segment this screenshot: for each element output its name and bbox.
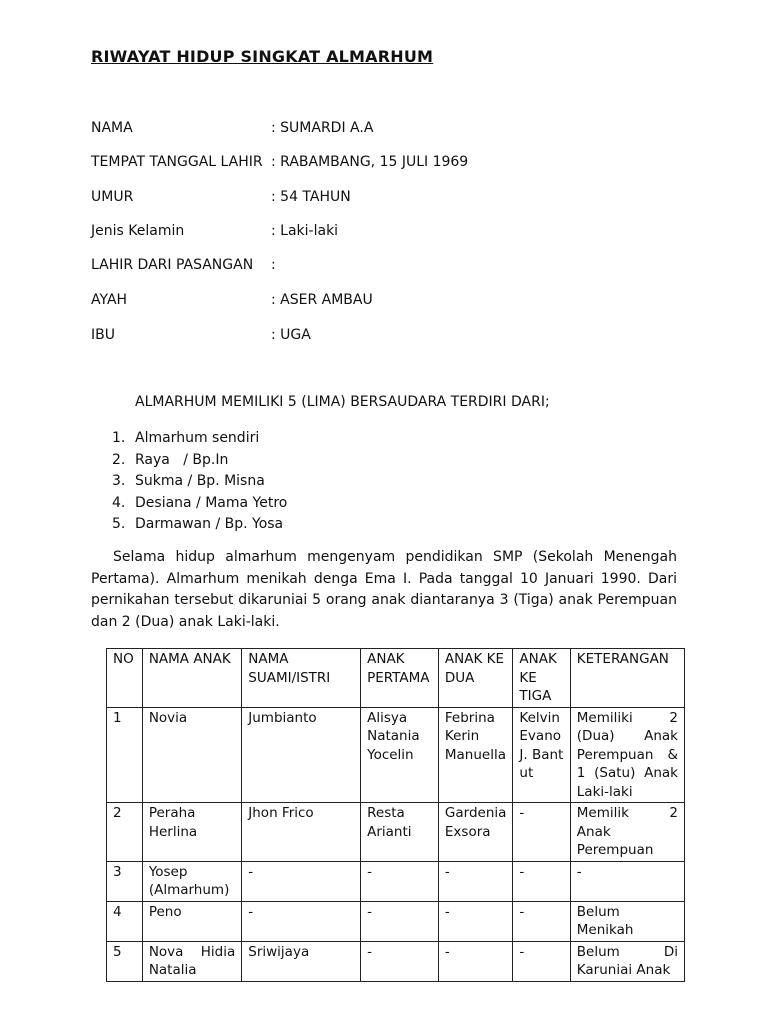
list-text: Darmawan / Bp. Yosa xyxy=(135,516,284,532)
list-number: 1. xyxy=(112,430,126,446)
siblings-list xyxy=(112,428,287,536)
info-value: : ASER AMBAU xyxy=(271,292,373,308)
table-header: KETERANGAN xyxy=(570,649,684,708)
table-cell: 2 xyxy=(107,803,143,862)
list-number: 5. xyxy=(112,516,126,532)
table-cell: - xyxy=(438,941,513,981)
list-number: 2. xyxy=(112,451,126,468)
table-cell: Sriwijaya xyxy=(242,941,361,981)
table-row xyxy=(107,901,685,941)
table-cell: 4 xyxy=(107,901,143,941)
table-cell: - xyxy=(570,861,684,901)
table-cell: - xyxy=(438,861,513,901)
table-cell: Alisya Natania Yocelin xyxy=(361,707,439,803)
table-cell: - xyxy=(361,901,439,941)
list-text: Almarhum sendiri xyxy=(135,430,260,446)
list-item xyxy=(112,471,287,493)
table-cell: Resta Arianti xyxy=(361,803,439,862)
document-title: RIWAYAT HIDUP SINGKAT ALMARHUM xyxy=(91,47,434,66)
paragraph-text: Selama hidup almarhum mengenyam pendidikan SMP (Sekolah Menengah Pertama). Almarhum menikah denga Ema I. Pada tanggal 10 Januari 1990. Dari pernikahan tersebut dikaruniai 5 orang anak diantaranya 3 (Tiga) anak Perempuan dan 2 (Dua) anak Laki-laki. xyxy=(91,549,677,630)
table-cell: Kelvin Evano J. Bantut xyxy=(513,707,570,803)
table-cell: Belum Di Karuniai Anak xyxy=(570,941,684,981)
list-item xyxy=(112,514,287,536)
list-number: 3. xyxy=(112,473,126,489)
table-header: NAMA ANAK xyxy=(142,649,241,708)
table-row xyxy=(107,861,685,901)
table-cell: Febrina Kerin Manuella xyxy=(438,707,513,803)
info-label: NAMA xyxy=(91,120,133,136)
list-item xyxy=(112,428,287,450)
info-value: : xyxy=(271,257,276,273)
list-text: Sukma / Bp. Misna xyxy=(135,473,265,489)
table-row xyxy=(107,707,685,803)
info-value: : RABAMBANG, 15 JULI 1969 xyxy=(271,154,469,170)
table-cell: Peno xyxy=(142,901,241,941)
list-item xyxy=(112,493,287,515)
table-cell: - xyxy=(361,861,439,901)
list-text: Desiana / Mama Yetro xyxy=(135,494,288,511)
table-cell: - xyxy=(242,861,361,901)
table-header: NO xyxy=(107,649,143,708)
children-table xyxy=(106,648,685,982)
table-header-row xyxy=(107,649,685,708)
table-row xyxy=(107,803,685,862)
list-item xyxy=(112,450,287,472)
info-label: LAHIR DARI PASANGAN xyxy=(91,257,254,273)
siblings-intro: ALMARHUM MEMILIKI 5 (LIMA) BERSAUDARA TERDIRI DARI; xyxy=(135,394,550,410)
info-label: IBU xyxy=(91,327,115,343)
table-cell: Gardenia Exsora xyxy=(438,803,513,862)
table-cell: Nova Hidia Natalia xyxy=(142,941,241,981)
info-value: : UGA xyxy=(271,327,311,343)
table-cell: - xyxy=(513,861,570,901)
table-header: ANAK KE DUA xyxy=(438,649,513,708)
biography-paragraph xyxy=(91,547,677,633)
list-number: 4. xyxy=(112,494,126,511)
table-header: ANAK KE TIGA xyxy=(513,649,570,708)
info-value: : 54 TAHUN xyxy=(271,189,351,205)
info-value: : SUMARDI A.A xyxy=(271,120,374,136)
info-label: AYAH xyxy=(91,292,128,308)
table-header: NAMA SUAMI/ISTRI xyxy=(242,649,361,708)
table-cell: - xyxy=(438,901,513,941)
table-cell: - xyxy=(242,901,361,941)
table-cell: Memiliki 2 (Dua) Anak Perempuan & 1 (Satu) Anak Laki-laki xyxy=(570,707,684,803)
table-cell: Novia xyxy=(142,707,241,803)
list-text: Raya / Bp.In xyxy=(135,451,229,468)
table-cell: Peraha Herlina xyxy=(142,803,241,862)
table-cell: - xyxy=(361,941,439,981)
table-cell: Jumbianto xyxy=(242,707,361,803)
table-cell: 5 xyxy=(107,941,143,981)
info-label: UMUR xyxy=(91,189,134,205)
table-cell: 3 xyxy=(107,861,143,901)
table-cell: 1 xyxy=(107,707,143,803)
table-row xyxy=(107,941,685,981)
table-cell: Jhon Frico xyxy=(242,803,361,862)
info-value: : Laki-laki xyxy=(271,223,339,239)
table-cell: - xyxy=(513,901,570,941)
info-label: Jenis Kelamin xyxy=(91,223,185,239)
table-cell: - xyxy=(513,941,570,981)
table-cell: Memilik 2 Anak Perempuan xyxy=(570,803,684,862)
table-cell: Yosep (Almarhum) xyxy=(142,861,241,901)
table-cell: - xyxy=(513,803,570,862)
table-header: ANAK PERTAMA xyxy=(361,649,439,708)
table-cell: Belum Menikah xyxy=(570,901,684,941)
info-label: TEMPAT TANGGAL LAHIR xyxy=(91,154,263,170)
